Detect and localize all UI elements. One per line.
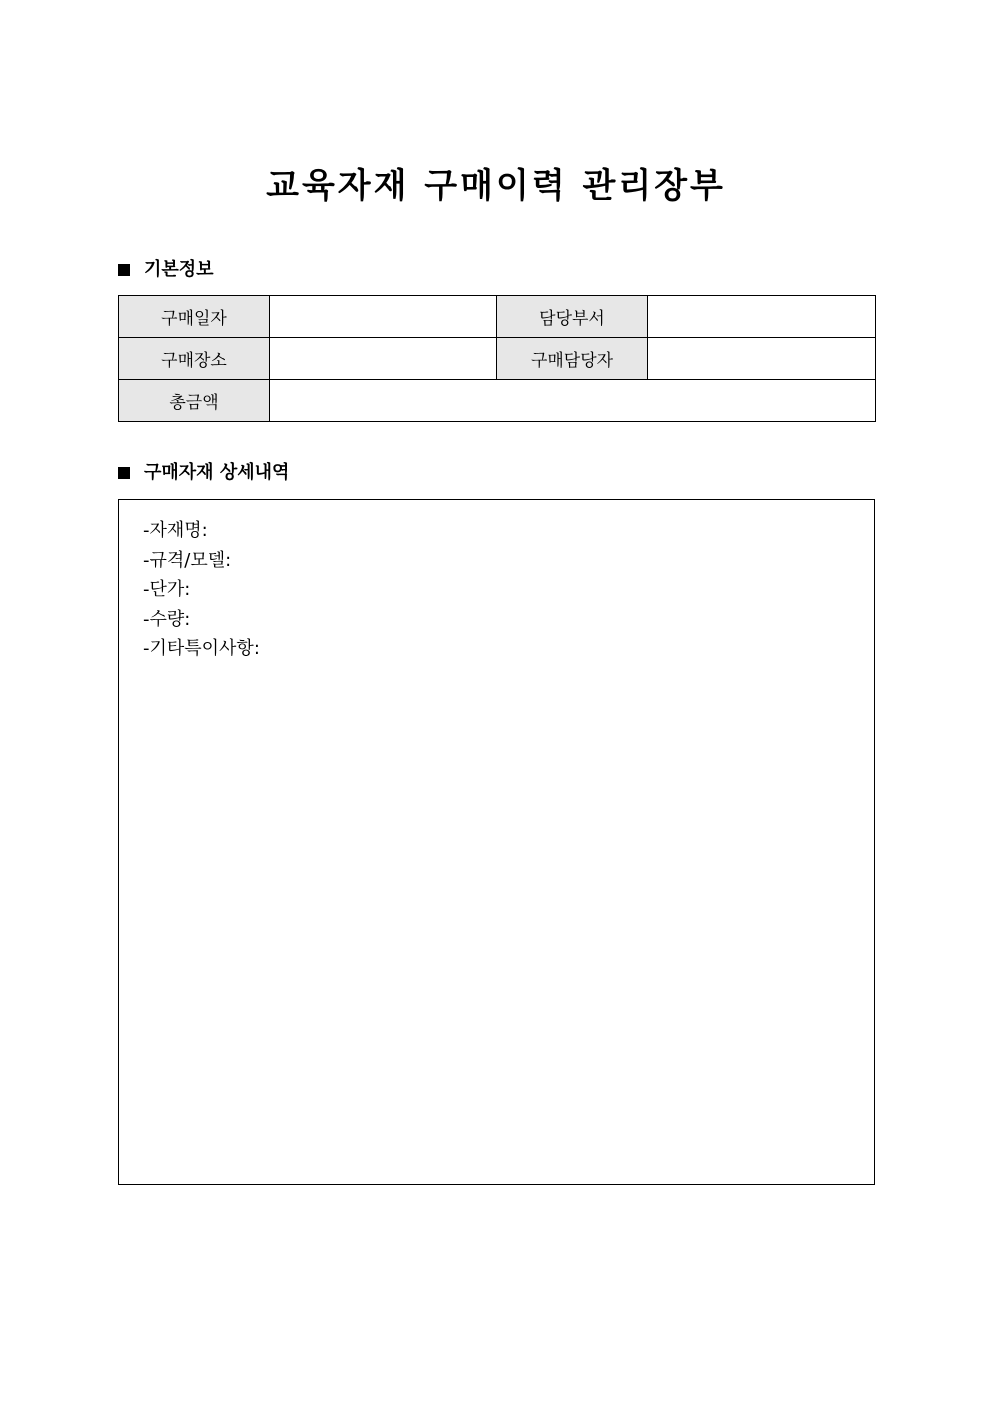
purchaser-field[interactable] — [648, 338, 876, 380]
label-department: 담당부서 — [497, 296, 648, 338]
detail-item-spec-model: -규격/모델: — [143, 549, 232, 571]
label-purchase-place: 구매장소 — [119, 338, 270, 380]
section-heading-basic-info — [118, 257, 214, 283]
detail-box[interactable] — [118, 499, 875, 1185]
label-purchaser: 구매담당자 — [497, 338, 648, 380]
detail-item-quantity: -수량: — [143, 608, 191, 630]
basic-info-table — [118, 295, 876, 422]
department-field[interactable] — [648, 296, 876, 338]
detail-item-material-name: -자재명: — [143, 520, 208, 541]
table-row — [119, 380, 876, 422]
total-amount-field[interactable] — [270, 380, 876, 422]
purchase-date-field[interactable] — [270, 296, 497, 338]
section-heading-label: 기본정보 — [144, 259, 214, 280]
detail-list — [143, 516, 260, 664]
label-total-amount: 총금액 — [119, 380, 270, 422]
section-heading-label: 구매자재 상세내역 — [144, 462, 290, 483]
section-heading-details — [118, 460, 289, 486]
purchase-place-field[interactable] — [270, 338, 497, 380]
filled-square-icon — [118, 467, 130, 479]
detail-item-unit-price: -단가: — [143, 579, 191, 600]
detail-item-remarks: -기타특이사항: — [143, 638, 260, 659]
table-row — [119, 296, 876, 338]
table-row — [119, 338, 876, 380]
document-title: 교육자재 구매이력 관리장부 — [266, 166, 726, 206]
label-purchase-date: 구매일자 — [119, 296, 270, 338]
filled-square-icon — [118, 264, 130, 276]
